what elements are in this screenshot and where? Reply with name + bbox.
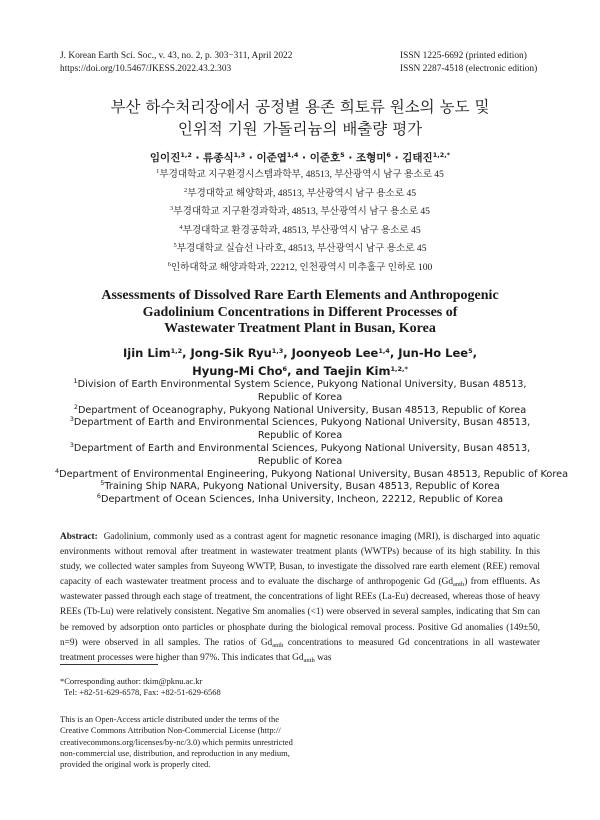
abstract-label: Abstract: [60,532,98,542]
affiliation-sup: 2 [183,186,188,194]
author-separator: , [283,346,292,360]
author-name: 조형미 [355,152,387,164]
affiliation-line [55,440,545,456]
author-sup: 6 [386,151,391,159]
affiliation-sup: 6 [96,492,101,501]
doi-link[interactable]: https://doi.org/10.5467/JKESS.2022.43.2.303 [60,63,232,74]
abstract-sub: anth [303,656,315,664]
author-name: Taejin Kim [323,363,391,378]
affiliation-sup: 2 [73,402,78,411]
author-name: Jun-Ho Lee [398,346,469,360]
author-sup: 6 [282,364,288,373]
affiliation-text: Department of Ocean Sciences, Inha University, Incheon, 22212, Republic of Korea [101,494,504,506]
affiliation-line [0,185,600,204]
abstract-sub: anth [272,641,284,649]
affiliation-sup: 1 [156,168,160,175]
affiliation-sup: 5 [100,479,105,488]
affiliation-line [0,166,600,185]
affiliation-line [0,259,600,278]
affiliation-continuation: Republic of Korea [257,455,343,467]
affiliation-line [55,466,569,482]
author-sup: 1,4 [286,151,299,159]
author-name: Ijin Lim [123,346,171,360]
affiliation-sup: 4 [179,223,183,231]
author-sup: 1,2,* [390,364,408,373]
author-separator: · [191,152,204,164]
affiliation-sup: 1 [73,377,78,385]
author-separator: · [390,152,403,164]
affiliation-text: Department of Environmental Engineering, Pukyong National University, Busan 48513, Republic of Korea [59,468,569,480]
correspondence-footnote [60,676,221,699]
affiliation-text: 부경대학교 환경공학과, 48513, 부산광역시 남구 용소로 45 [182,224,421,236]
footnote-divider [60,664,158,665]
author-separator: · [245,152,257,164]
author-separator: · [344,152,356,164]
affiliation-text: 부경대학교 해양학과, 48513, 부산광역시 남구 용소로 45 [187,187,417,199]
affiliation-sup: 6 [167,260,171,268]
issn-print: ISSN 1225-6692 (printed edition) [400,51,527,61]
abstract [60,530,540,666]
affiliation-text: 부경대학교 지구환경시스템과학부, 48513, 부산광역시 남구 용소로 45 [159,169,444,180]
author-sup: 5 [340,151,345,159]
english-title [0,288,600,338]
affiliation-text: Department of Earth and Environmental Sciences, Pukyong National University, Busan 48513, [73,417,531,429]
corresponding-author[interactable]: *Corresponding author: tkim@pknu.ac.kr [60,676,203,686]
license-line: This is an Open-Access article distributed under the terms of the [60,714,280,724]
author-name: 김태진 [402,152,433,164]
abstract-text-1: Gadolinium, commonly used as a contrast agent for magnetic resonance imaging (MRI), is discharged into aquatic environments without removal after treatment in wastewater treatment plants (WWTPs) because of its high stability. In this study, we collected water samples from Suyeong WWTP, Busan, to investigate the dissolved rare earth element (REE) removal capacity of each wastewater treatment process and to evaluate the discharge of anthropogenic Gd (Gd [60,532,540,588]
author-sup: 1,2 [180,151,192,159]
english-authors-line1 [0,345,600,363]
affiliation-line [55,494,545,507]
affiliation-text: 부경대학교 지구환경과학과, 48513, 부산광역시 남구 용소로 45 [173,206,430,218]
abstract-sub: anth [452,581,465,589]
tel-fax: Tel: +82-51-629-6578, Fax: +82-51-629-6568 [64,687,221,698]
korean-title-line1: 부산 하수처리장에서 공정별 용존 희토류 원소의 농도 및 [110,98,490,116]
affiliation-line [55,402,545,418]
affiliation-line [55,417,545,430]
license-line: provided the original work is properly cited. [60,759,211,770]
author-name: Jong-Sik Ryu [190,346,272,360]
korean-title [0,96,600,140]
english-authors-line2 [0,363,600,381]
author-separator: · [298,152,310,164]
korean-title-line2: 인위적 기원 가돌리늄의 배출량 평가 [177,120,423,138]
affiliation-line [0,222,600,241]
affiliation-sup: 3 [69,415,74,424]
affiliation-sup: 4 [55,466,60,475]
author-name: 이준호 [309,152,341,164]
author-name: 이준엽 [256,152,287,164]
author-sup: 1,2 [170,347,183,355]
abstract-text-4: was [314,652,332,663]
author-separator: , [389,346,399,360]
korean-authors [0,150,600,165]
affiliation-text: Department of Oceanography, Pukyong National University, Busan 48513, Republic of Korea [77,404,527,416]
affiliation-line [55,379,545,392]
english-affiliations [55,377,569,507]
english-authors [0,345,600,380]
author-sup: 1,3 [233,151,246,159]
affiliation-line [0,240,600,259]
affiliation-sup: 3 [69,440,74,449]
affiliation-line [55,481,545,494]
license-line: creativecommons.org/licenses/by-nc/3.0) which permits unrestricted [60,736,293,747]
affiliation-sup: 3 [170,205,174,213]
english-title-line3: Wastewater Treatment Plant in Busan, Korea [164,321,436,336]
abstract-text-3: concentrations to measured Gd concentrations in all wastewater treatment processes were higher than 97%. This indicates that Gd [60,637,540,663]
issn-electronic: ISSN 2287-4518 (electronic edition) [400,63,538,74]
author-conjunction: , and [287,363,324,378]
author-name: Joonyeob Lee [291,346,379,360]
korean-affiliations [0,166,600,278]
affiliation-text: 부경대학교 실습선 나라호, 48513, 부산광역시 남구 용소로 45 [176,243,427,255]
affiliation-text: Division of Earth Environmental System Science, Pukyong National University, Busan 48513, [77,379,527,390]
author-name: 류종식 [203,152,234,164]
journal-header-right [400,50,537,75]
affiliation-continuation: Republic of Korea [257,391,343,403]
affiliation-continuation: Republic of Korea [257,430,343,442]
author-sup: 1,2,* [432,151,451,159]
affiliation-text: Department of Earth and Environmental Sciences, Pukyong National University, Busan 48513, [73,442,531,454]
affiliation-text: Training Ship NARA, Pukyong National University, Busan 48513, Republic of Korea [104,481,500,493]
affiliation-text: 인하대학교 해양과학과, 22212, 인천광역시 미추홀구 인하로 100 [170,261,433,273]
author-sup: 5 [468,347,473,355]
license-footnote [60,714,293,770]
affiliation-sup: 5 [173,242,177,250]
english-title-line2: Gadolinium Concentrations in Different Processes of [142,304,458,320]
journal-header-left [60,50,292,75]
english-title-line1: Assessments of Dissolved Rare Earth Elements and Anthropogenic [101,288,499,303]
abstract-text-2: ) from effluents. As wastewater passed through each stage of treatment, the concentrations of light REEs (La-Eu) decreased, whereas those of heavy REEs (Tb-Lu) were relatively consistent. Negative Sm anomalies (<1) were observed in several samples, indicating that Sm can be removed by adsorption onto particles or phosphate during the biological removal process. Positive Gd anomalies (149±50, n=9) were observed in all samples. The ratios of Gd [60,577,540,648]
author-name: 임이진 [149,152,181,164]
author-separator: , [472,346,477,360]
author-sup: 1,3 [271,347,284,355]
affiliation-line [0,203,600,222]
license-line: Creative Commons Attribution Non-Commercial License (http:// [60,725,281,736]
author-sup: 1,4 [378,347,390,355]
author-separator: , [182,346,191,360]
license-line: non-commercial use, distribution, and reproduction in any medium, [60,747,290,758]
author-name: Hyung-Mi Cho [192,363,283,378]
journal-citation: J. Korean Earth Sci. Soc., v. 43, no. 2, p. 303−311, April 2022 [60,51,293,61]
